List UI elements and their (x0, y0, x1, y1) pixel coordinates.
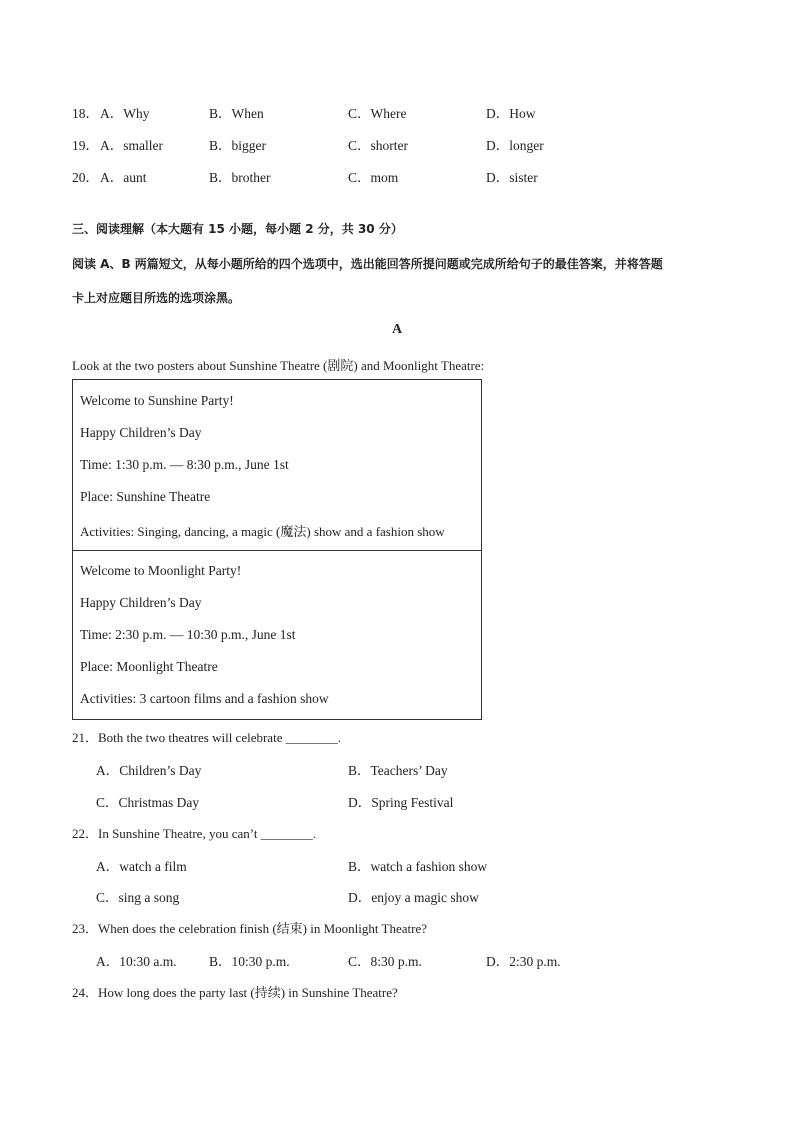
option-d: D．How (486, 106, 536, 121)
question-22-stem: 22．In Sunshine Theatre, you can’t ________. (72, 826, 316, 841)
option-a: A．smaller (100, 138, 163, 153)
poster-line: Place: Moonlight Theatre (80, 659, 218, 674)
poster-line: Happy Children’s Day (80, 595, 202, 610)
option-c: C．shorter (348, 138, 408, 153)
q22-option-b: B．watch a fashion show (348, 859, 488, 874)
q22-option-d: D．enjoy a magic show (348, 890, 479, 905)
poster-line: Happy Children’s Day (80, 425, 202, 440)
poster-line: Time: 1:30 p.m. — 8:30 p.m., June 1st (80, 457, 289, 472)
section-heading: 三、阅读理解（本大题有 15 小题，每小题 2 分，共 30 分） (72, 222, 403, 236)
question-number: 20． (72, 170, 99, 185)
q21-option-c: C．Christmas Day (96, 795, 200, 810)
section-instruction-line1: 阅读 A、B 两篇短文，从每小题所给的四个选项中，选出能回答所提问题或完成所给句子的最佳答案，并将答题 (72, 257, 663, 271)
option-c: C．mom (348, 170, 399, 185)
poster-moonlight (73, 550, 481, 718)
poster-line: Welcome to Sunshine Party! (80, 393, 234, 408)
option-d: D．longer (486, 138, 544, 153)
question-number: 19． (72, 138, 99, 153)
q23-option-d: D．2:30 p.m. (486, 954, 561, 969)
mc-row-19 (0, 134, 794, 152)
q21-option-d: D．Spring Festival (348, 795, 454, 810)
q22-option-c: C．sing a song (96, 890, 180, 905)
question-24-stem: 24．How long does the party last (持续) in Sunshine Theatre? (72, 985, 398, 1000)
poster-line: Time: 2:30 p.m. — 10:30 p.m., June 1st (80, 627, 296, 642)
q22-option-a: A．watch a film (96, 859, 187, 874)
q21-option-a: A．Children’s Day (96, 763, 202, 778)
option-a: A．aunt (100, 170, 147, 185)
section-instruction-line2: 卡上对应题目所选的选项涂黑。 (72, 291, 241, 305)
q21-option-b: B．Teachers’ Day (348, 763, 448, 778)
option-d: D．sister (486, 170, 538, 185)
q23-option-a: A．10:30 a.m. (96, 954, 177, 969)
option-a: A．Why (100, 106, 150, 121)
mc-row-18 (0, 102, 794, 120)
option-c: C．Where (348, 106, 407, 121)
mc-row-20 (0, 166, 794, 184)
option-b: B．When (209, 106, 264, 121)
question-number: 18． (72, 106, 99, 121)
poster-line: Welcome to Moonlight Party! (80, 563, 242, 578)
question-21-stem: 21．Both the two theatres will celebrate ________. (72, 730, 341, 745)
option-b: B．brother (209, 170, 271, 185)
q23-option-b: B．10:30 p.m. (209, 954, 290, 969)
poster-line: Activities: Singing, dancing, a magic (魔法) show and a fashion show (80, 524, 445, 539)
question-23-stem: 23．When does the celebration finish (结束) in Moonlight Theatre? (72, 921, 427, 936)
poster-line: Place: Sunshine Theatre (80, 489, 211, 504)
poster-line: Activities: 3 cartoon films and a fashion show (80, 691, 329, 706)
q23-option-c: C．8:30 p.m. (348, 954, 422, 969)
poster-sunshine (73, 380, 481, 550)
passage-label: A (392, 322, 403, 337)
passage-intro: Look at the two posters about Sunshine Theatre (剧院) and Moonlight Theatre: (72, 358, 485, 373)
option-b: B．bigger (209, 138, 266, 153)
posters-box (72, 379, 482, 720)
